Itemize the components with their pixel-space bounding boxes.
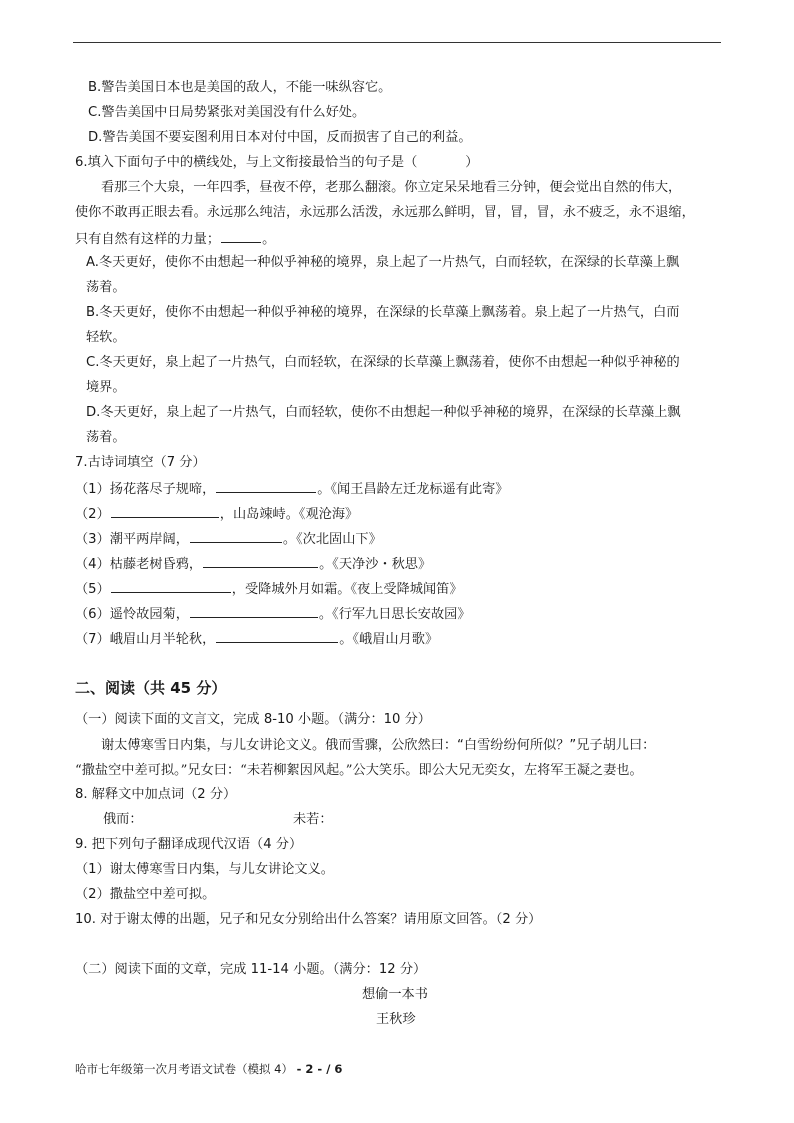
q7-line-2 xyxy=(75,504,358,524)
q8-word-1: 俄而： xyxy=(103,812,143,827)
q5-option-d: D.警告美国不要妄图利用日本对付中国，反而损害了自己的利益。 xyxy=(88,130,472,145)
q7-line-4-suffix: 。《天净沙・秋思》 xyxy=(319,557,432,572)
fill-blank xyxy=(203,554,318,568)
q7-line-7-prefix: （7）峨眉山月半轮秋， xyxy=(75,632,216,647)
q6-passage-line-3 xyxy=(75,229,275,249)
fill-blank xyxy=(216,479,316,493)
q7-line-4 xyxy=(75,554,431,574)
q8-stem: 8. 解释文中加点词（2 分） xyxy=(75,787,237,802)
q6-option-c-line-1: C.冬天更好，泉上起了一片热气，白而轻软，在深绿的长草藻上飘荡着，使你不由想起一种似乎神秘的 xyxy=(86,355,680,370)
q7-line-7-suffix: 。《峨眉山月歌》 xyxy=(339,632,439,647)
section-2-title: 二、阅读（共 45 分） xyxy=(75,679,227,697)
q6-option-d-line-2: 荡着。 xyxy=(86,430,126,445)
q6-stem xyxy=(75,154,478,172)
q6-stem-end: ） xyxy=(465,155,479,170)
q7-line-1-suffix: 。《闻王昌龄左迁龙标遥有此寄》 xyxy=(317,482,509,497)
q7-line-5-suffix: ，受降城外月如霜。《夜上受降城闻笛》 xyxy=(231,582,463,597)
q7-line-5 xyxy=(75,579,463,599)
q7-line-6-prefix: （6）遥怜故园菊， xyxy=(75,607,189,622)
fill-blank xyxy=(221,229,261,243)
header-rule xyxy=(73,42,721,43)
q7-title: 7.古诗词填空（7 分） xyxy=(75,455,206,470)
q7-line-3 xyxy=(75,529,382,549)
fill-blank xyxy=(216,629,338,643)
q7-line-3-prefix: （3）潮平两岸阔， xyxy=(75,532,189,547)
q10-stem: 10. 对于谢太傅的出题，兄子和兄女分别给出什么答案？请用原文回答。（2 分） xyxy=(75,912,542,927)
q7-line-5-prefix: （5） xyxy=(75,582,110,597)
q6-passage-end: 。 xyxy=(262,232,276,247)
q5-option-b: B.警告美国日本也是美国的敌人，不能一味纵容它。 xyxy=(88,80,392,95)
q7-line-7 xyxy=(75,629,438,649)
q6-passage-text: 只有自然有这样的力量； xyxy=(75,232,221,247)
fill-blank xyxy=(111,579,231,593)
q6-option-d-line-1: D.冬天更好，泉上起了一片热气，白而轻软，使你不由想起一种似乎神秘的境界，在深绿的长草藻上飘 xyxy=(86,405,681,420)
q9-stem: 9. 把下列句子翻译成现代汉语（4 分） xyxy=(75,837,303,852)
q6-option-a-line-1: A.冬天更好，使你不由想起一种似乎神秘的境界，泉上起了一片热气，白而轻软，在深绿的长草藻上飘 xyxy=(86,255,680,270)
page-number: - 2 - / 6 xyxy=(296,1062,343,1076)
q7-line-2-prefix: （2） xyxy=(75,507,110,522)
q7-line-4-prefix: （4）枯藤老树昏鸦， xyxy=(75,557,203,572)
q6-option-b-line-2: 轻软。 xyxy=(86,330,126,345)
q5-option-c: C.警告美国中日局势紧张对美国没有什么好处。 xyxy=(88,105,366,120)
q7-line-6-suffix: 。《行军九日思长安故园》 xyxy=(318,607,471,622)
part-2-intro: （二）阅读下面的文章，完成 11-14 小题。（满分：12 分） xyxy=(75,962,427,977)
q6-passage-line-2: 使你不敢再正眼去看。永远那么纯洁，永远那么活泼，永远那么鲜明，冒，冒，冒，永不疲乏，永不退缩， xyxy=(75,205,695,220)
q7-line-2-suffix: ，山岛竦峙。《观沧海》 xyxy=(219,507,359,522)
q7-line-1 xyxy=(75,479,508,499)
q6-passage-line-1: 看那三个大泉，一年四季，昼夜不停，老那么翻滚。你立定呆呆地看三分钟，便会觉出自然的伟大， xyxy=(101,180,682,195)
article-author: 王秋珍 xyxy=(376,1012,416,1027)
footer-label: 哈市七年级第一次月考语文试卷（模拟 4） xyxy=(75,1062,293,1076)
q7-line-1-prefix: （1）扬花落尽子规啼， xyxy=(75,482,216,497)
page-footer xyxy=(75,1061,342,1077)
q9-sentence-2: （2）撒盐空中差可拟。 xyxy=(75,887,216,902)
fill-blank xyxy=(190,604,318,618)
q9-sentence-1: （1）谢太傅寒雪日内集，与儿女讲论文义。 xyxy=(75,862,334,877)
fill-blank xyxy=(190,529,282,543)
q6-option-b-line-1: B.冬天更好，使你不由想起一种似乎神秘的境界，在深绿的长草藻上飘荡着。泉上起了一片热气，白而 xyxy=(86,305,680,320)
classical-text-line-1: 谢太傅寒雪日内集，与儿女讲论文义。俄而雪骤，公欣然曰：“白雪纷纷何所似？”兄子胡儿曰： xyxy=(101,738,656,753)
part-1-intro: （一）阅读下面的文言文，完成 8-10 小题。（满分：10 分） xyxy=(75,712,431,727)
article-title: 想偷一本书 xyxy=(362,987,428,1002)
q6-stem-start: 6.填入下面句子中的横线处，与上文衔接最恰当的句子是（ xyxy=(75,155,418,170)
fill-blank xyxy=(111,504,219,518)
q6-option-a-line-2: 荡着。 xyxy=(86,280,126,295)
q6-option-c-line-2: 境界。 xyxy=(86,380,126,395)
q7-line-3-suffix: 。《次北固山下》 xyxy=(282,532,382,547)
classical-text-line-2: “撒盐空中差可拟。”兄女曰：“未若柳絮因风起。”公大笑乐。即公大兄无奕女，左将军王凝之妻也。 xyxy=(75,763,643,778)
q8-word-2: 未若： xyxy=(293,812,333,827)
q7-line-6 xyxy=(75,604,471,624)
